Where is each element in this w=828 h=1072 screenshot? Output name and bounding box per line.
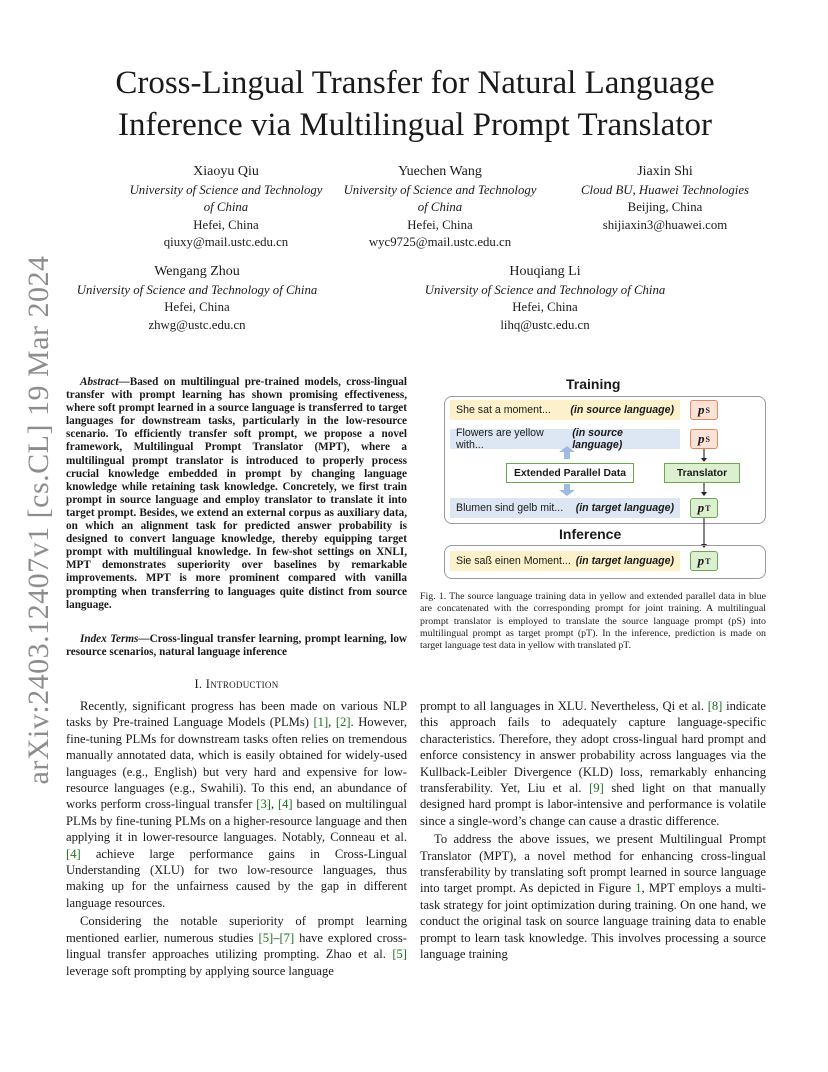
translator-arrow-out (701, 483, 707, 496)
author-name: Wengang Zhou (154, 264, 240, 279)
paragraph-text: Recently, significant progress has been made on various NLP tasks by Pre-trained Language Models (PLMs) (66, 699, 407, 730)
row-text: Blumen sind gelb mit... (456, 502, 564, 514)
row-tag: (in source language) (570, 404, 674, 416)
author-affiliation: University of Science and Technology of China (424, 282, 666, 297)
paragraph-text: shed light on that manually designed hard prompt is labor-intensive and performance is volatile since a single-word’s change can cause a drastic difference. (420, 781, 766, 828)
paragraph-text: based on multilingual PLMs by fine-tuning PLMs on a higher-resource language and then applying it in lower-resource languages. Notably, Conneau et al. (66, 797, 408, 845)
author-name: Houqiang Li (509, 264, 581, 279)
prompt-symbol: p (698, 402, 705, 417)
intro-paragraph (420, 831, 766, 962)
author-affiliation: of China (203, 200, 249, 214)
author-affiliation: University of Science and Technology (129, 182, 323, 197)
paragraph-text: achieve large performance gains in Cross-Lingual Understanding (XLU) for two low-resource languages, thus making up for the unfairness caused by the gap in different language resources. (66, 846, 407, 910)
author-block (300, 163, 580, 252)
citation-link[interactable]: [1] (313, 715, 329, 730)
prompt-superscript: T (705, 556, 711, 566)
translator-label: Translator (676, 467, 728, 479)
author-email: shijiaxin3@huawei.com (602, 217, 728, 232)
inference-arrow (701, 518, 707, 548)
author-name: Jiaxin Shi (637, 164, 693, 179)
author-affiliation: of China (417, 200, 463, 214)
abstract-text: —Based on multilingual pre-trained models, cross-lingual transfer with prompt learning has shown promising effectiveness, where soft prompt learned in a source language is transferred to target languages for downstream tasks, particularly in the low-resource scenario. To efficiently transfer soft prompt, we propose a novel framework, Multilingual Prompt Translator (MPT), where a multilingual prompt translator is introduced to properly process crucial knowledge embedded in prompt by changing language knowledge while retaining task knowledge. Concretely, we first train prompt in source language and employ translator to translate it into target prompt. Besides, we extend an external corpus as auxiliary data, on which an alignment task for predicted answer probability is designed to convert language knowledge, thereby equipping target prompt with multilingual knowledge. In few-shot settings on XNLI, MPT demonstrates superiority over baselines by remarkable improvements. MPT is more prominent compared with vanilla prompting when transferring to languages quite distinct from source language. (66, 376, 407, 611)
translator-arrow-in (701, 449, 707, 462)
extended-label: Extended Parallel Data (513, 467, 627, 479)
section-heading (66, 677, 407, 692)
citation-link[interactable]: [5] (392, 947, 407, 962)
abstract-label: Abstract (80, 376, 119, 388)
citation-link[interactable]: [3] (256, 797, 271, 812)
citation-link[interactable]: [5] (258, 930, 274, 945)
training-title: Training (566, 376, 621, 392)
prompt-symbol: p (698, 431, 705, 446)
index-terms-label: Index Terms (80, 633, 139, 645)
author-location: Hefei, China (164, 300, 230, 314)
intro-paragraph (66, 913, 407, 979)
citation-link[interactable]: [8] (707, 699, 723, 713)
citation-link[interactable]: 1 (635, 881, 642, 896)
paragraph-text: Considering the notable superiority of prompt learning mentioned earlier, numerous studies (66, 914, 407, 945)
figure-caption (420, 591, 766, 652)
author-email: zhwg@ustc.edu.cn (148, 317, 246, 332)
target-test-data (450, 551, 680, 571)
title-line-2: Inference via Multilingual Prompt Translator (118, 107, 712, 143)
index-terms-text: —Cross-lingual transfer learning, prompt learning, low resource scenarios, natural language inference (66, 633, 407, 659)
paragraph-text: . However, fine-tuning PLMs for downstream tasks often relies on tremendous manually annotated data, which is easily obtained for widely-used languages (e.g., English) but very hard and expensive for low-resource languages (e.g., Swahili). To this end, an abundance of works perform cross-lingual transfer (66, 715, 408, 812)
author-location: Beijing, China (627, 200, 703, 214)
intro-paragraph (66, 698, 407, 911)
row-tag: (in target language) (575, 555, 674, 567)
target-prompt-box (690, 551, 718, 571)
section-heading-text: I. Introduction (194, 677, 279, 691)
prompt-superscript: S (705, 405, 710, 415)
row-text: Flowers are yellow with... (456, 427, 544, 451)
prompt-superscript: S (705, 434, 710, 444)
citation-link[interactable]: [9] (589, 781, 604, 796)
citation-link[interactable]: [2] (335, 715, 351, 730)
arxiv-identifier: arXiv:2403.12407v1 [cs.CL] 19 Mar 2024 (22, 255, 55, 785)
row-text: Sie saß einen Moment... (456, 555, 571, 567)
author-block (56, 263, 338, 334)
author-name: Yuechen Wang (398, 164, 482, 179)
row-tag: (in source language) (572, 427, 623, 451)
author-email: lihq@ustc.edu.cn (500, 317, 590, 332)
paragraph-text: prompt to all languages in XLU. Nevertheless, Qi et al. (420, 699, 708, 713)
author-block (400, 263, 690, 334)
author-email: wyc9725@mail.ustc.edu.cn (368, 235, 512, 249)
author-block (540, 163, 790, 234)
author-location: Hefei, China (193, 217, 259, 232)
paragraph-text: have explored cross-lingual transfer approaches utilizing prompting. Zhao et al. (66, 930, 407, 962)
paragraph-text: , MPT employs a multi-task strategy for joint optimization during training. On one hand, we conduct the original task on source language training data to enable prompt to learn task knowledge. This involves processing a source language training (420, 881, 766, 962)
row-tag: (in target language) (575, 502, 674, 514)
abstract (66, 376, 407, 612)
blue-arrow-up (559, 446, 575, 459)
row-text: She sat a moment... (456, 404, 551, 416)
author-location: Hefei, China (407, 217, 473, 232)
blue-arrow-down (559, 484, 575, 496)
right-column (420, 698, 766, 963)
author-affiliation: University of Science and Technology of China (76, 282, 318, 297)
caption-text: Fig. 1. The source language training data in yellow and extended parallel data in blue are concatenated with the corresponding prompt for joint training. A multilingual prompt translator is employed to translate the source language prompt (pS) into multilingual prompt as target prompt (pT). In the inference, prediction is made on target language test data in yellow with translated pT. (420, 591, 766, 652)
prompt-symbol: p (697, 500, 705, 515)
citation-link[interactable]: [4] (277, 797, 293, 812)
index-terms (66, 633, 407, 659)
citation-link[interactable]: [4] (66, 846, 81, 861)
paragraph-text: To address the above issues, we present Multilingual Prompt Translator (MPT), a novel method for enhancing cross-lingual transferability by translating soft prompt learned in source language into target prompt. As depicted in Figure (420, 832, 766, 896)
paragraph-text: , (328, 715, 336, 730)
author-affiliation: Cloud BU, Huawei Technologies (580, 182, 749, 197)
paragraph-text: leverage soft prompting by applying source language (66, 963, 334, 978)
left-column (66, 698, 407, 979)
title-line-1: Cross-Lingual Transfer for Natural Language (115, 65, 715, 101)
paragraph-text: indicate this approach fails to adequately capture language-specific characteristics. Therefore, they adopt cross-lingual hard prompt and enforce consistency in answer probability across languages via the Kullback-Leibler Divergence (KLD) loss, remarkably enhancing transferability. Yet, Liu et al. (420, 699, 766, 796)
author-location: Hefei, China (512, 300, 578, 314)
prompt-symbol: p (697, 553, 705, 568)
paragraph-text: , (270, 797, 278, 812)
author-name: Xiaoyu Qiu (193, 164, 259, 179)
arxiv-sidebar (14, 255, 64, 785)
figure-1 (420, 372, 766, 582)
author-email: qiuxy@mail.ustc.edu.cn (163, 235, 289, 249)
prompt-superscript: T (705, 503, 711, 513)
intro-paragraph (420, 698, 766, 829)
paper-title (60, 62, 770, 146)
author-affiliation: University of Science and Technology (343, 182, 537, 197)
inference-title: Inference (559, 526, 622, 542)
paragraph-text: – (273, 930, 280, 945)
citation-link[interactable]: [7] (279, 930, 295, 945)
